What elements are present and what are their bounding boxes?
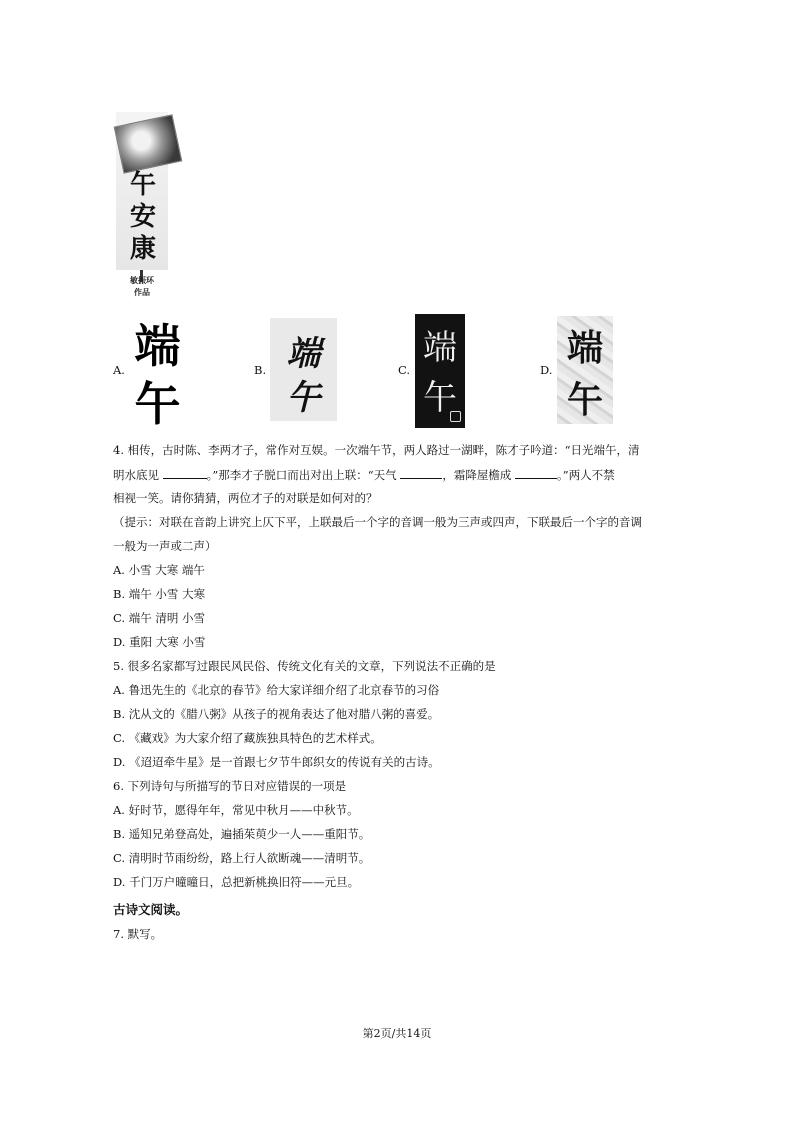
option-b-calligraphy-image bbox=[270, 318, 337, 421]
option-c-label: C. bbox=[398, 363, 411, 377]
q4-stem-line-1: 4. 相传，古时陈、李两才子，常作对互娱。一次端午节，两人路过一湖畔，陈才子吟道：“日光端午，清 bbox=[113, 443, 640, 457]
q5-option-a: A. 鲁迅先生的《北京的春节》给大家详细介绍了北京春节的习俗 bbox=[113, 683, 440, 697]
q4-blank-2 bbox=[400, 466, 442, 479]
q4-option-a: A. 小雪 大寒 端午 bbox=[113, 563, 205, 577]
q7-stem: 7. 默写。 bbox=[113, 927, 163, 941]
q5-stem: 5. 很多名家都写过跟民风民俗、传统文化有关的文章，下列说法不正确的是 bbox=[113, 659, 496, 673]
option-d-char-2: 午 bbox=[566, 379, 603, 421]
scroll-char-2: 安 bbox=[129, 202, 156, 232]
q5-option-d: D. 《迢迢牵牛星》是一首跟七夕节牛郎织女的传说有关的古诗。 bbox=[113, 755, 440, 769]
option-c-calligraphy-image bbox=[415, 314, 465, 428]
q4-stem-line-3: 相视一笑。请你猜猜，两位才子的对联是如何对的？ bbox=[113, 491, 378, 505]
q4-hint-line-1: （提示：对联在音韵上讲究上仄下平，上联最后一个字的音调一般为三声或四声，下联最后一个字的音调 bbox=[113, 515, 642, 529]
option-c-char-1: 端 bbox=[423, 328, 457, 368]
q6-option-b: B. 遥知兄弟登高处，遍插茱萸少一人——重阳节。 bbox=[113, 827, 371, 841]
scroll-signature-1: 敏振环 bbox=[130, 275, 154, 285]
q4-text-d: 。”两人不禁 bbox=[556, 468, 615, 482]
page-footer: 第2页/共14页 bbox=[362, 1027, 432, 1040]
scroll-char-3: 康 bbox=[129, 234, 156, 264]
option-a-calligraphy-image bbox=[130, 310, 185, 430]
scroll-char-1: 午 bbox=[129, 170, 156, 200]
q6-option-a: A. 好时节，愿得年年，常见中秋月——中秋节。 bbox=[113, 803, 359, 817]
q6-stem: 6. 下列诗句与所描写的节日对应错误的一项是 bbox=[113, 779, 347, 793]
q4-hint-line-2: 一般为一声或二声） bbox=[113, 539, 217, 553]
q4-text-b: 。”那李才子脱口而出对出上联：“天气 bbox=[206, 468, 401, 482]
option-c-char-2: 午 bbox=[423, 378, 457, 418]
option-b-label: B. bbox=[254, 363, 267, 377]
q4-blank-1 bbox=[163, 466, 207, 479]
calligraphy-scroll-image bbox=[116, 112, 168, 302]
seal-stamp bbox=[450, 411, 461, 422]
option-a-char-1: 端 bbox=[134, 319, 181, 373]
q6-option-d: D. 千门万户曈曈日，总把新桃换旧符——元旦。 bbox=[113, 875, 360, 889]
q6-option-c: C. 清明时节雨纷纷，路上行人欲断魂——清明节。 bbox=[113, 851, 371, 865]
q4-option-d: D. 重阳 大寒 小雪 bbox=[113, 635, 206, 649]
section-title: 古诗文阅读。 bbox=[113, 902, 189, 917]
q5-option-b: B. 沈从文的《腊八粥》从孩子的视角表达了他对腊八粥的喜爱。 bbox=[113, 707, 440, 721]
option-d-calligraphy-image bbox=[557, 316, 613, 424]
option-a-label: A. bbox=[113, 363, 125, 377]
q4-blank-3 bbox=[515, 466, 557, 479]
q4-option-c: C. 端午 清明 小雪 bbox=[113, 611, 206, 625]
option-d-label: D. bbox=[540, 363, 553, 377]
option-a-char-2: 午 bbox=[134, 377, 181, 431]
option-d-char-1: 端 bbox=[566, 327, 603, 369]
q5-option-c: C. 《藏戏》为大家介绍了藏族独具特色的艺术样式。 bbox=[113, 731, 382, 745]
q4-option-b: B. 端午 小雪 大寒 bbox=[113, 587, 206, 601]
q4-text-c: ，霜降屋檐成 bbox=[442, 468, 515, 482]
scroll-signature-2: 作品 bbox=[134, 287, 150, 297]
q4-text-a: 明水底见 bbox=[113, 468, 163, 482]
q4-stem-line-2 bbox=[113, 466, 615, 483]
option-b-char-1: 端 bbox=[286, 334, 321, 374]
option-b-char-2: 午 bbox=[286, 378, 321, 418]
